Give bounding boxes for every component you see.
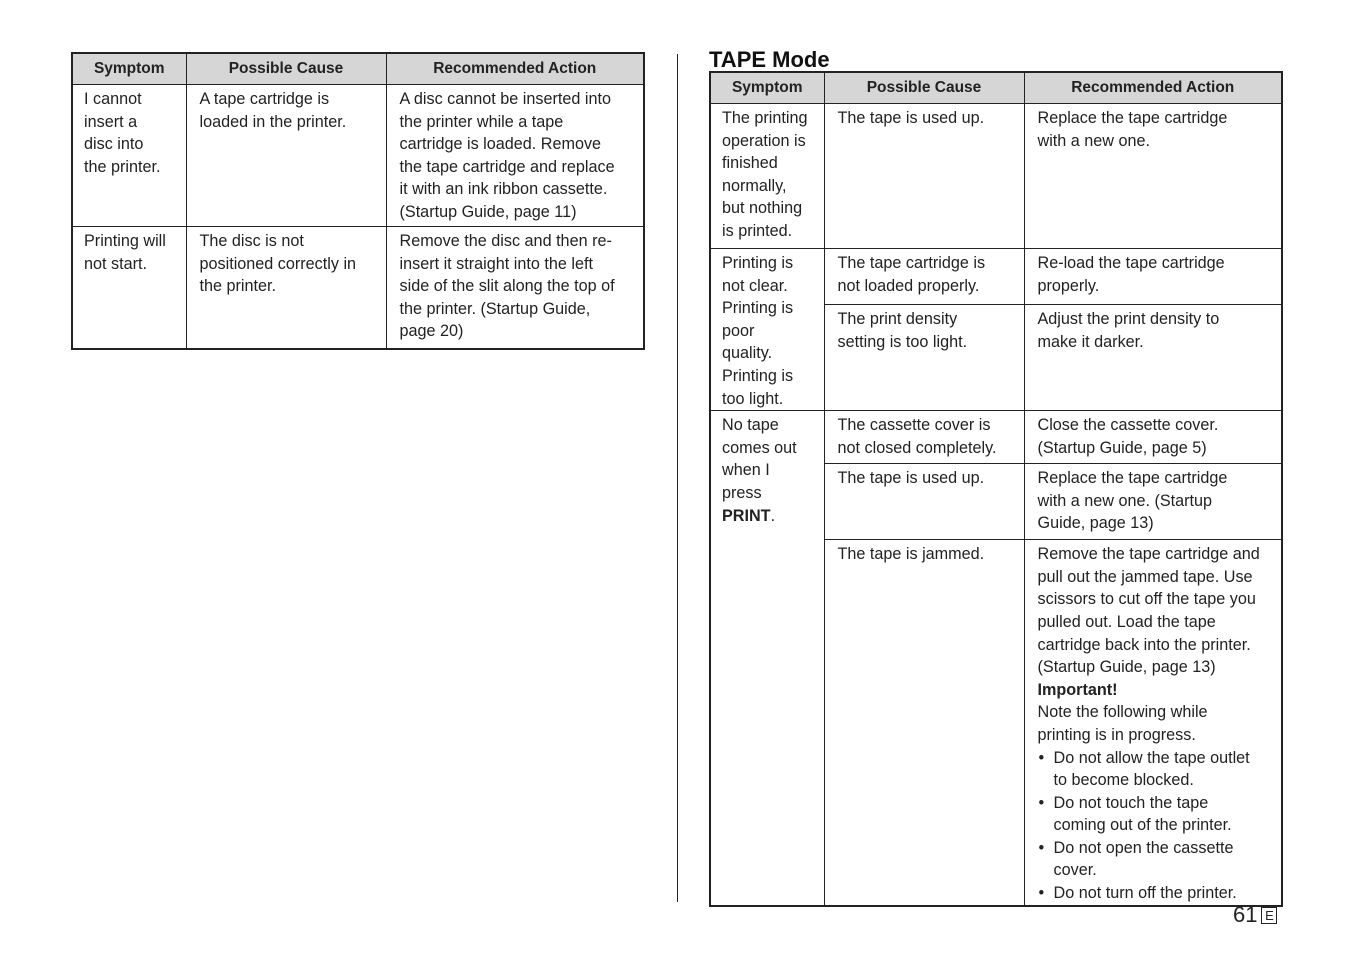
action-cell: Adjust the print density to make it darker. <box>1024 305 1282 411</box>
action-cell: Replace the tape cartridge with a new one. <box>1024 104 1282 249</box>
action-text: Remove the tape cartridge and pull out the jammed tape. Use scissors to cut off the tape you pulled out. Load the tape cartridge back into the printer. (Startup Guide, page 13) <box>1037 545 1260 677</box>
symptom-text-end: . <box>770 506 776 525</box>
section-title: TAPE Mode <box>709 47 830 72</box>
symptom-text: No tape comes out when I press <box>722 416 797 502</box>
action-cell: Replace the tape cartridge with a new one. (Startup Guide, page 13) <box>1024 464 1282 540</box>
header-recommended-action: Recommended Action <box>386 53 644 85</box>
cause-cell: The cassette cover is not closed completely. <box>824 411 1024 464</box>
page-number-value: 61 <box>1233 902 1258 927</box>
table-row <box>72 85 644 227</box>
action-cell: Remove the disc and then re- insert it straight into the left side of the slit along the top of the printer. (Startup Guide, page 20) <box>386 227 644 349</box>
symptom-cell <box>710 411 824 906</box>
important-intro: Note the following while printing is in progress. <box>1037 703 1208 744</box>
table-header-row <box>72 53 644 85</box>
header-recommended-action: Recommended Action <box>1024 72 1282 104</box>
table-row <box>72 227 644 349</box>
action-cell: Re-load the tape cartridge properly. <box>1024 249 1282 305</box>
action-cell: A disc cannot be inserted into the printer while a tape cartridge is loaded. Remove the tape cartridge and replace it with an ink ribbon cassette. (Startup Guide, page 11) <box>386 85 644 227</box>
cause-cell: The tape is used up. <box>824 104 1024 249</box>
action-cell <box>1024 540 1282 906</box>
list-item: • Do not open the cassette cover. <box>1038 837 1276 882</box>
cause-cell: The tape is jammed. <box>824 540 1024 906</box>
troubleshooting-table-disc <box>71 52 645 350</box>
header-possible-cause: Possible Cause <box>186 53 386 85</box>
page-number <box>1233 900 1277 930</box>
language-mark: E <box>1261 907 1277 924</box>
symptom-cell: Printing is not clear. Printing is poor quality. Printing is too light. <box>710 249 824 411</box>
important-label: Important! <box>1037 680 1118 699</box>
cause-cell: The print density setting is too light. <box>824 305 1024 411</box>
cause-cell: The tape cartridge is not loaded properly. <box>824 249 1024 305</box>
cause-cell: The tape is used up. <box>824 464 1024 540</box>
print-key-label: PRINT <box>722 506 771 525</box>
symptom-cell: The printing operation is finished normally, but nothing is printed. <box>710 104 824 249</box>
header-possible-cause: Possible Cause <box>824 72 1024 104</box>
cause-cell: A tape cartridge is loaded in the printer. <box>186 85 386 227</box>
list-item: • Do not allow the tape outlet to become blocked. <box>1038 747 1276 792</box>
cause-cell: The disc is not positioned correctly in the printer. <box>186 227 386 349</box>
table-row <box>710 104 1282 249</box>
table-row <box>710 411 1282 464</box>
important-list <box>1038 747 1276 905</box>
symptom-cell: Printing will not start. <box>72 227 186 349</box>
table-row <box>710 249 1282 305</box>
page-divider <box>677 54 678 902</box>
list-item: • Do not touch the tape coming out of the printer. <box>1038 792 1276 837</box>
header-symptom: Symptom <box>710 72 824 104</box>
list-item: • Do not turn off the printer. <box>1038 882 1276 905</box>
table-header-row <box>710 72 1282 104</box>
header-symptom: Symptom <box>72 53 186 85</box>
troubleshooting-table-tape <box>709 71 1283 907</box>
symptom-cell: I cannot insert a disc into the printer. <box>72 85 186 227</box>
action-cell: Close the cassette cover. (Startup Guide, page 5) <box>1024 411 1282 464</box>
